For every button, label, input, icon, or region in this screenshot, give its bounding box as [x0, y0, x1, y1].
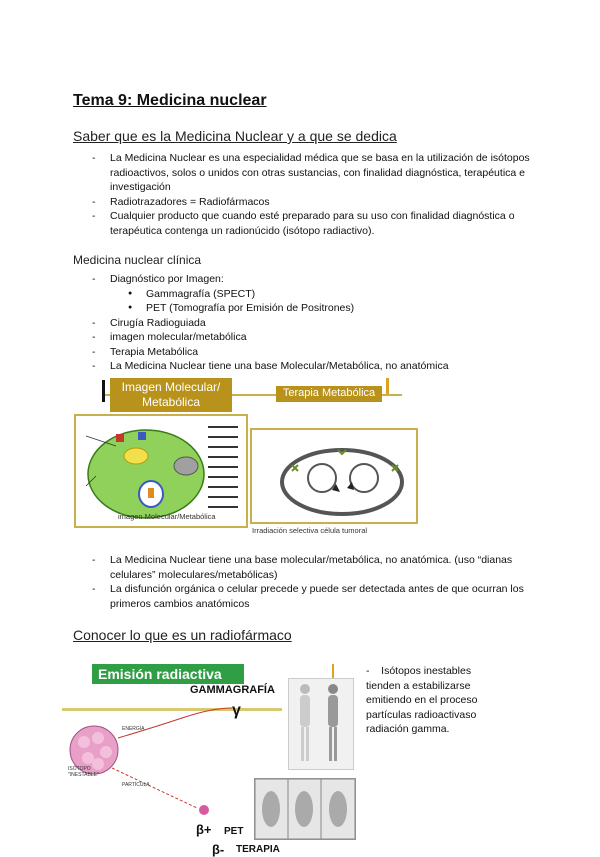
- bracket-left: [102, 380, 105, 402]
- energia-label: ENERGÍA: [122, 726, 145, 732]
- list-item: - Terapia Metabólica: [92, 345, 532, 360]
- list-item: - Cirugía Radioguiada: [92, 316, 532, 331]
- list-item: - La disfunción orgánica o celular precede y puede ser detectada antes de que ocurran los primeros cambios anatómicos: [92, 582, 532, 611]
- gammagrafia-scan-image: [288, 678, 354, 770]
- figure-molecular: [72, 378, 432, 543]
- list-item: ● Gammagrafía (SPECT): [128, 287, 532, 302]
- beta-symbol: β-: [212, 842, 225, 857]
- therapy-diagram-svg: [252, 430, 416, 522]
- dash-marker: -: [366, 665, 382, 677]
- particula-label: PARTÍCULA: [122, 782, 150, 788]
- cell-diagram-right: [250, 428, 418, 535]
- section2-list: [92, 272, 532, 374]
- list-item: - Cualquier producto que cuando esté preparado para su uso con finalidad diagnóstica o terapéutica contenga un radionúcido (isótopo radiactivo).: [92, 209, 532, 238]
- therapy-label: TERAPIA: [236, 844, 280, 855]
- figure-emision: [62, 658, 362, 857]
- pet-label: PET: [224, 826, 244, 837]
- list-item: - La Medicina Nuclear tiene una base molecular/metabólica, no anatómica. (uso “dianas celulares” moleculares/metabólicas): [92, 553, 532, 582]
- list-item: [92, 272, 532, 316]
- page-title: Tema 9: Medicina nuclear: [73, 92, 267, 109]
- section-heading-clinica: Medicina nuclear clínica: [73, 253, 202, 267]
- cell-diagram-left: [74, 414, 248, 528]
- pet-scan-svg: [255, 779, 355, 839]
- bracket-right: [332, 664, 334, 678]
- section1-list: [92, 151, 532, 238]
- section-heading-radiofarmaco: Conocer lo que es un radiofármaco: [73, 627, 292, 643]
- section2b-list: [92, 553, 532, 611]
- gamma-symbol: γ: [232, 702, 241, 719]
- side-text: Isótopos inestables tienden a estabilizarse emitiendo en el proceso partículas radioactivaso radiación gamma.: [366, 665, 478, 735]
- list-item: - La Medicina Nuclear es una especialidad médica que se basa en la utilización de isótopos radioactivos, solos o unidos con otras sustancias, con finalidad diagnóstica, terapéutica e investigación: [92, 151, 532, 195]
- bracket-right: [386, 378, 389, 394]
- caption-right: Irradiación selectiva célula tumoral: [252, 526, 368, 535]
- diagnostico-sublist: [110, 287, 532, 316]
- list-item: ● PET (Tomografía por Emisión de Positrones): [128, 301, 532, 316]
- list-item: - imagen molecular/metabólica: [92, 330, 532, 345]
- pet-scan-images: [254, 778, 356, 840]
- side-note: [366, 664, 506, 737]
- banner-terapia: Terapia Metabólica: [276, 386, 382, 402]
- pet-symbol: β+: [196, 822, 212, 837]
- section-heading-medicina-nuclear: Saber que es la Medicina Nuclear y a que se dedica: [73, 128, 397, 144]
- body-scan-svg: [289, 679, 353, 769]
- banner-emision: Emisión radiactiva: [92, 664, 244, 684]
- list-item: - Radiotrazadores = Radiofármacos: [92, 195, 532, 210]
- banner-imagen-molecular: Imagen Molecular/ Metabólica: [110, 378, 232, 412]
- caption-left: imagen Molecular/Metabólica: [118, 512, 216, 521]
- diagnostico-label: Diagnóstico por Imagen:: [110, 273, 224, 285]
- isotopo-label: ISÓTOPO "INESTABLE": [68, 766, 99, 778]
- gamma-label: GAMMAGRAFÍA: [190, 684, 275, 696]
- cell-diagram-svg: [76, 416, 246, 526]
- list-item: - La Medicina Nuclear tiene una base Molecular/Metabólica, no anatómica: [92, 359, 532, 374]
